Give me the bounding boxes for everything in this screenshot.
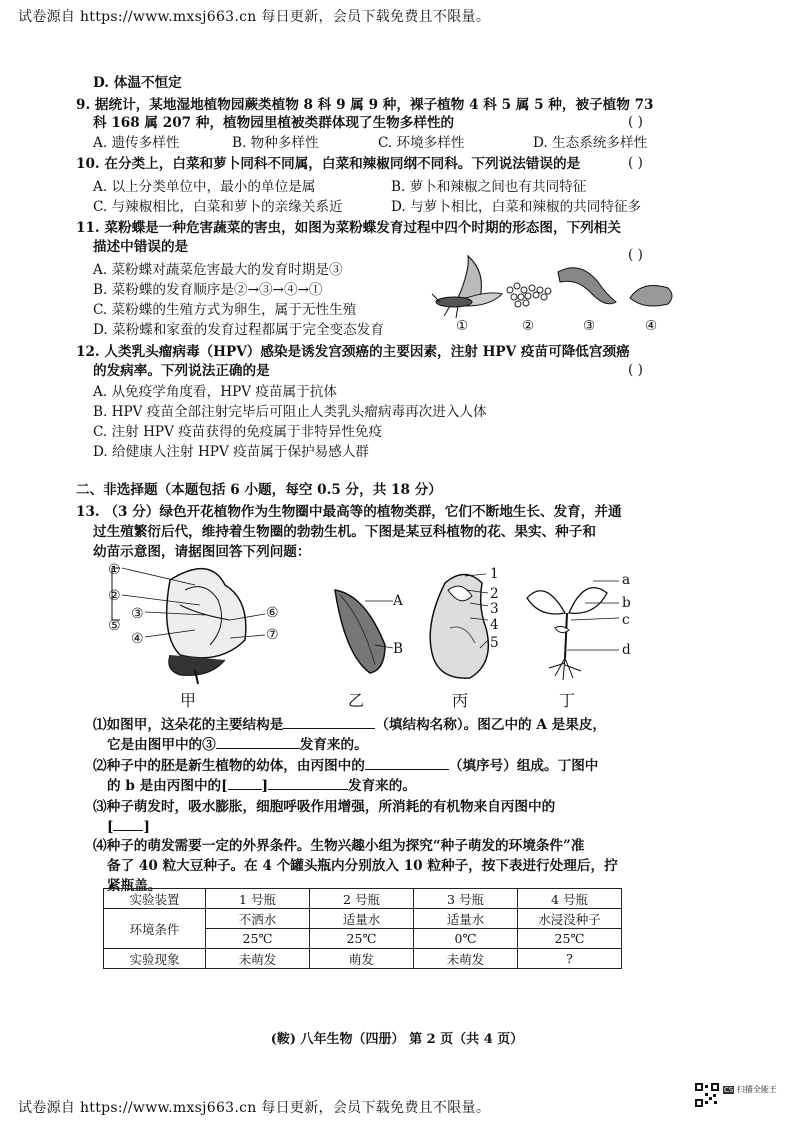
table-cell: 25℃ [206, 929, 310, 949]
table-cell: 适量水 [414, 909, 518, 929]
q11-stem-2: 描述中错误的是 [93, 239, 189, 255]
flower-label-3: ③ [131, 606, 144, 622]
seedling-label-c: c [622, 612, 630, 628]
q13-stem-2: 过生殖繁衍后代，维持着生物圈的勃勃生机。下图是某豆科植物的花、果实、种子和 [93, 524, 596, 540]
flower-label-5: ⑤ [108, 618, 121, 634]
larva-drawing [558, 268, 616, 304]
q11-option-c: C. 菜粉蝶的生殖方式为卵生，属于无性生殖 [93, 302, 357, 318]
q8-option-d: D. 体温不恒定 [93, 75, 182, 91]
source-header: 试卷源自 https://www.mxsj663.cn 每日更新，会员下载免费且不限量。 [18, 9, 491, 25]
seed-label-2: 2 [490, 586, 499, 602]
page-footer: (鞍) 八年生物（四册） 第 2 页（共 4 页） [270, 1032, 524, 1047]
scanner-watermark-text: 扫描全能王 [736, 1085, 777, 1094]
table-cell: 0℃ [414, 929, 518, 949]
figure-name-yi: 乙 [348, 691, 365, 710]
q13-1-text-c: 它是由图甲中的③ [107, 737, 216, 753]
q12-option-c: C. 注射 HPV 疫苗获得的免疫属于非特异性免疫 [93, 424, 383, 440]
q13-2-text-a: ⑵种子中的胚是新生植物的幼体，由丙图中的 [93, 758, 365, 774]
eggs-drawing [507, 283, 551, 307]
seed-label-5: 5 [490, 635, 499, 651]
qr-code-icon [694, 1082, 720, 1108]
flower-label-1: ① [108, 562, 121, 578]
q11-option-b: B. 菜粉蝶的发育顺序是②→③→④→① [93, 282, 323, 298]
section-2-title: 二、非选择题（本题包括 6 小题，每空 0.5 分，共 18 分） [76, 482, 442, 498]
q9-stem-1: 9. 据统计，某地湿地植物园蕨类植物 8 科 9 属 9 种，裸子植物 4 科 5 属 5 种，被子植物 73 [76, 97, 654, 113]
q9-option-b: B. 物种多样性 [232, 135, 319, 151]
q13-1-text-b: （填结构名称）。图乙中的 A 是果皮， [375, 717, 607, 733]
q12-stem-2: 的发病率。下列说法正确的是 [93, 363, 270, 379]
table-header-cell: 1 号瓶 [206, 889, 310, 909]
q10-option-c: C. 与辣椒相比，白菜和萝卜的亲缘关系近 [93, 199, 343, 215]
seedling-label-d: d [622, 642, 631, 658]
table-cell: 不洒水 [206, 909, 310, 929]
table-header-cell: 2 号瓶 [310, 889, 414, 909]
q13-1-blank-origin[interactable] [216, 748, 300, 749]
q10-answer-paren: ( ) [628, 155, 643, 171]
figure-name-bing: 丙 [452, 691, 469, 710]
pupa-drawing [630, 286, 672, 306]
q13-2-text-c: 的 b 是由丙图中的[ [107, 778, 228, 794]
q13-stem-3: 幼苗示意图，请据图回答下列问题： [93, 544, 311, 560]
fruit-label-b: B [393, 641, 403, 657]
q9-option-c: C. 环境多样性 [378, 135, 465, 151]
table-header-cell: 实验装置 [104, 889, 206, 909]
q10-stem: 10. 在分类上，白菜和萝卜同科不同属，白菜和辣椒同纲不同科。下列说法错误的是 [76, 156, 581, 172]
table-row-label-environment: 环境条件 [104, 909, 206, 949]
q11-option-d: D. 菜粉蝶和家蚕的发育过程都属于完全变态发育 [93, 322, 384, 338]
seed-label-3: 3 [490, 601, 499, 617]
q13-3-bracket-open: [ [107, 819, 114, 835]
figure-name-ding: 丁 [559, 691, 576, 710]
seedling-figure [525, 568, 635, 683]
q12-option-b: B. HPV 疫苗全部注射完毕后可阻止人类乳头瘤病毒再次进入人体 [93, 404, 487, 420]
q12-answer-paren: ( ) [628, 362, 643, 378]
table-cell: 萌发 [310, 949, 414, 969]
flower-label-2: ② [108, 588, 121, 604]
table-cell: 未萌发 [414, 949, 518, 969]
q13-2-blank-name[interactable] [268, 789, 348, 790]
q10-option-b: B. 萝卜和辣椒之间也有共同特征 [391, 179, 587, 195]
q11-stem-1: 11. 菜粉蝶是一种危害蔬菜的害虫，如图为菜粉蝶发育过程中四个时期的形态图，下列相关 [76, 220, 621, 236]
seed-figure [420, 568, 530, 688]
butterfly-label-1: ① [456, 318, 469, 334]
q13-1-blank-structure[interactable] [283, 728, 375, 729]
seed-label-4: 4 [490, 617, 499, 633]
table-cell: ? [518, 949, 622, 969]
butterfly-label-3: ③ [583, 318, 596, 334]
flower-label-4: ④ [131, 631, 144, 647]
q13-2-blank-embryo[interactable] [365, 769, 449, 770]
table-cell: 25℃ [518, 929, 622, 949]
q13-4-text-3: 紧瓶盖。 [107, 878, 162, 894]
seed-label-1: 1 [490, 566, 499, 582]
q13-2-text-d: ] [261, 778, 268, 794]
q13-stem-1: 13. （3 分）绿色开花植物作为生物圈中最高等的植物类群，它们不断地生长、发育，并通 [76, 504, 622, 520]
q12-option-d: D. 给健康人注射 HPV 疫苗属于保护易感人群 [93, 444, 370, 460]
q12-option-a: A. 从免疫学角度看，HPV 疫苗属于抗体 [93, 384, 337, 400]
scanner-logo-icon: CS [724, 1086, 734, 1094]
q13-4-text-1: ⑷种子的萌发需要一定的外界条件。生物兴趣小组为探究“种子萌发的环境条件”准 [93, 838, 585, 854]
scanner-watermark [723, 1084, 777, 1095]
q11-answer-paren: ( ) [628, 247, 643, 263]
source-footer: 试卷源自 https://www.mxsj663.cn 每日更新，会员下载免费且不限量。 [18, 1100, 491, 1116]
table-row-label-result: 实验现象 [104, 949, 206, 969]
q13-4-text-2: 备了 40 粒大豆种子。在 4 个罐头瓶内分别放入 10 粒种子，按下表进行处理后，拧 [107, 858, 618, 874]
fruit-label-a: A [393, 593, 403, 609]
q13-3-text: ⑶种子萌发时，吸水膨胀，细胞呼吸作用增强，所消耗的有机物来自丙图中的 [93, 799, 556, 815]
q9-option-d: D. 生态系统多样性 [533, 135, 648, 151]
figure-name-jia: 甲 [180, 691, 197, 710]
q13-2-blank-number[interactable] [228, 789, 262, 790]
q13-1-text-a: ⑴如图甲，这朵花的主要结构是 [93, 717, 284, 733]
q10-option-d: D. 与萝卜相比，白菜和辣椒的共同特征多 [391, 199, 642, 215]
seedling-label-a: a [622, 572, 631, 588]
q9-stem-2: 科 168 属 207 种，植物园里植被类群体现了生物多样性的 [93, 115, 455, 131]
q13-3-blank-number[interactable] [113, 830, 143, 831]
flower-figure [100, 560, 300, 685]
experiment-table [103, 888, 622, 969]
q11-option-a: A. 菜粉蝶对蔬菜危害最大的发育时期是③ [93, 262, 343, 278]
q9-answer-paren: ( ) [628, 114, 643, 130]
table-cell: 未萌发 [206, 949, 310, 969]
butterfly-label-4: ④ [645, 318, 658, 334]
table-cell: 适量水 [310, 909, 414, 929]
q12-stem-1: 12. 人类乳头瘤病毒（HPV）感染是诱发宫颈癌的主要因素，注射 HPV 疫苗可降低宫颈癌 [76, 344, 630, 360]
flower-label-7: ⑦ [266, 627, 279, 643]
table-cell: 水浸没种子 [518, 909, 622, 929]
table-row-result [104, 949, 622, 969]
table-row-water [104, 909, 622, 929]
flower-label-6: ⑥ [266, 605, 279, 621]
table-cell: 25℃ [310, 929, 414, 949]
table-header-cell: 3 号瓶 [414, 889, 518, 909]
butterfly-label-2: ② [522, 318, 535, 334]
q13-3-bracket-close: ] [143, 819, 150, 835]
adult-butterfly-drawing [432, 256, 502, 318]
table-header-row [104, 889, 622, 909]
seedling-label-b: b [622, 595, 631, 611]
table-header-cell: 4 号瓶 [518, 889, 622, 909]
q9-option-a: A. 遗传多样性 [93, 135, 180, 151]
q13-2-text-b: （填序号）组成。丁图中 [448, 758, 599, 774]
q10-option-a: A. 以上分类单位中，最小的单位是属 [93, 179, 316, 195]
q13-2-text-e: 发育来的。 [348, 778, 416, 794]
q13-1-text-d: 发育来的。 [299, 737, 368, 753]
